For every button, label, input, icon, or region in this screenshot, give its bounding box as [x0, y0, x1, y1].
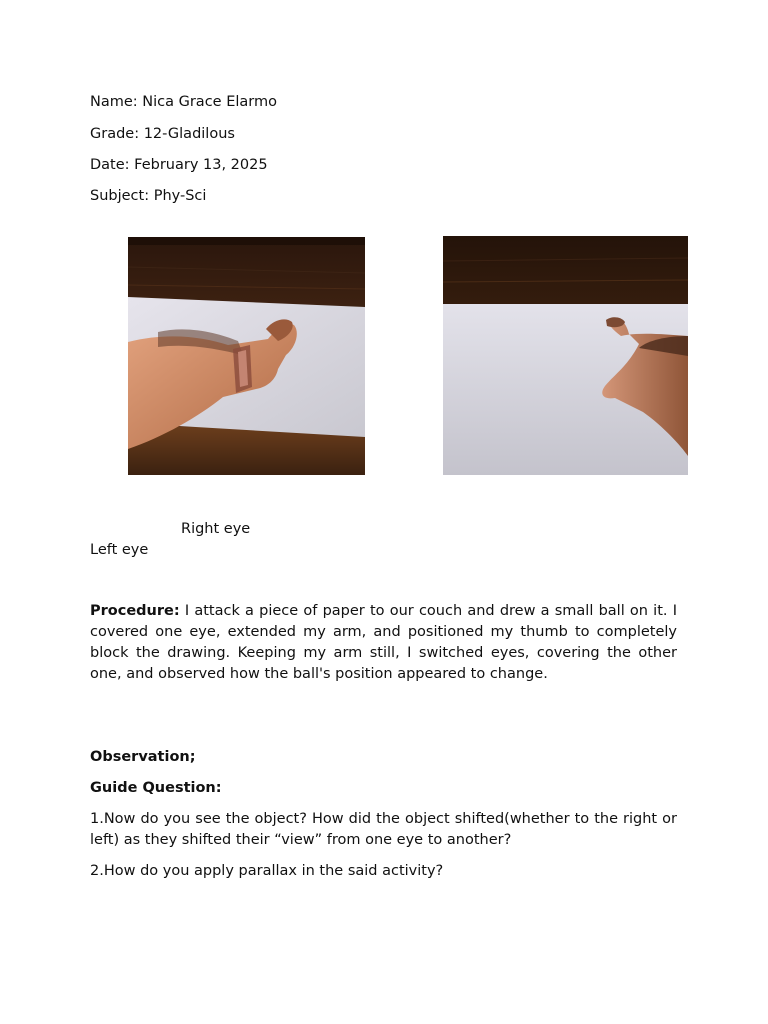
right-photo-thumb	[443, 236, 688, 475]
caption-right-eye: Right eye	[181, 521, 251, 537]
guide-question-1: 1.Now do you see the object? How did the object shifted(whether to the right or left) as they shifted their “view” from one eye to another?	[90, 811, 677, 848]
procedure-text: I attack a piece of paper to our couch and drew a small ball on it. I covered one eye, extended my arm, and positioned my thumb to completely block the drawing. Keeping my arm still, I switched eyes, covering the other one, and observed how the ball's position appeared to change.	[90, 603, 677, 682]
procedure-paragraph	[90, 601, 677, 685]
observation-heading: Observation;	[90, 749, 196, 765]
guide-question-2: 2.How do you apply parallax in the said activity?	[90, 863, 444, 879]
report-subject: Subject: Phy-Sci	[90, 188, 207, 204]
guide-question-heading: Guide Question:	[90, 780, 222, 796]
left-photo-arm-thumb	[128, 237, 365, 475]
student-name: Name: Nica Grace Elarmo	[90, 94, 277, 110]
student-grade: Grade: 12-Gladilous	[90, 126, 235, 142]
procedure-label: Procedure:	[90, 603, 180, 619]
report-date: Date: February 13, 2025	[90, 157, 268, 173]
caption-left-eye: Left eye	[90, 542, 149, 558]
